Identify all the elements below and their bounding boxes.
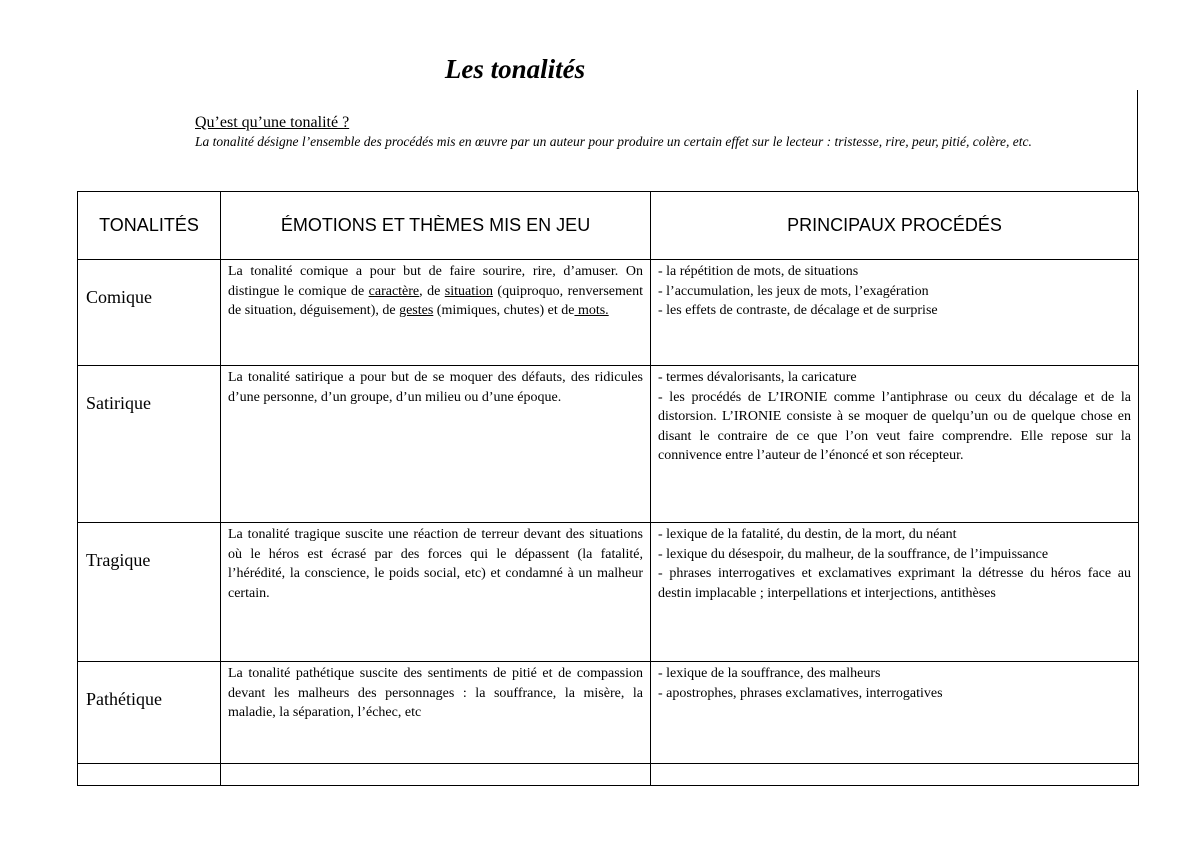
tonality-name: Tragique [78,523,221,662]
margin-rule [1137,90,1138,192]
procede-item: - termes dévalorisants, la caricature [658,370,857,385]
emotions-cell [221,260,651,366]
procede-item: - phrases interrogatives et exclamatives exprimant la détresse du héros face au destin implacable ; interpellations et interjections, antithèses [658,566,1131,601]
page-title: Les tonalités [444,54,586,84]
underlined-term: situation [444,283,493,299]
header-tonalites: TONALITÉS [78,192,221,260]
procedes-cell [651,662,1139,764]
tonality-name: Satirique [78,366,221,523]
procede-item: - lexique de la fatalité, du destin, de la mort, du néant [658,527,957,542]
tonality-name: Comique [78,260,221,366]
procedes-cell [651,366,1139,523]
empty-cell [78,764,221,786]
text-run: (quiproquo, renversement de situation, déguisement), de [228,283,643,318]
table-row [78,662,1139,764]
table-row [78,260,1139,366]
procede-item: - les procédés de L’IRONIE comme l’antiphrase ou ceux du décalage et de la distorsion. L’IRONIE consiste à se moquer de quelqu’un ou de quelque chose en disant le contraire de ce que l’on veut faire comprendre. Elle repose sur la connivence entre l’auteur de l’énoncé et son récepteur. [658,389,1131,463]
emotions-cell: La tonalité tragique suscite une réaction de terreur devant des situations où le héros est écrasé par des forces qui le dépassent (la fatalité, l’hérédité, la conscience, le poids social, etc) et condamné à un malheur certain. [221,523,651,662]
header-emotions: ÉMOTIONS ET THÈMES MIS EN JEU [221,192,651,260]
intro-section [195,114,1115,151]
emotions-cell: La tonalité satirique a pour but de se moquer des défauts, des ridicules d’une personne, d’un groupe, d’un milieu ou d’une époque. [221,366,651,523]
tonalities-table [77,191,1139,786]
underlined-term: mots. [574,303,609,318]
empty-cell [221,764,651,786]
header-procedes: PRINCIPAUX PROCÉDÉS [651,192,1139,260]
procede-item: - apostrophes, phrases exclamatives, interrogatives [658,685,943,701]
procede-item: - l’accumulation, les jeux de mots, l’exagération [658,283,929,299]
text-run: (mimiques, chutes) et de [433,303,575,318]
text-run: La tonalité comique a pour but de faire sourire, rire, d’amuser. On distingue le comique de [228,264,643,299]
empty-cell [651,764,1139,786]
procede-item: - lexique du désespoir, du malheur, de la souffrance, de l’impuissance [658,546,1049,562]
intro-heading: Qu’est qu’une tonalité ? [195,114,350,131]
underlined-term: caractère [368,283,420,299]
procede-item: - la répétition de mots, de situations [658,264,859,279]
procede-item: - lexique de la souffrance, des malheurs [658,666,881,681]
text-run: , de [419,283,445,299]
procedes-cell [651,260,1139,366]
emotions-cell: La tonalité pathétique suscite des sentiments de pitié et de compassion devant les malheurs des personnages : la souffrance, la misère, la maladie, la séparation, l’échec, etc [221,662,651,764]
table-row [78,523,1139,662]
procede-item: - les effets de contraste, de décalage et de surprise [658,303,938,318]
table-row [78,366,1139,523]
underlined-term: gestes [399,303,434,318]
table-empty-row [78,764,1139,786]
tonality-name: Pathétique [78,662,221,764]
intro-definition: La tonalité désigne l’ensemble des procédés mis en œuvre par un auteur pour produire un certain effet sur le lecteur : tristesse, rire, peur, pitié, colère, etc. [195,134,1032,149]
procedes-cell [651,523,1139,662]
table-header-row [78,192,1139,260]
